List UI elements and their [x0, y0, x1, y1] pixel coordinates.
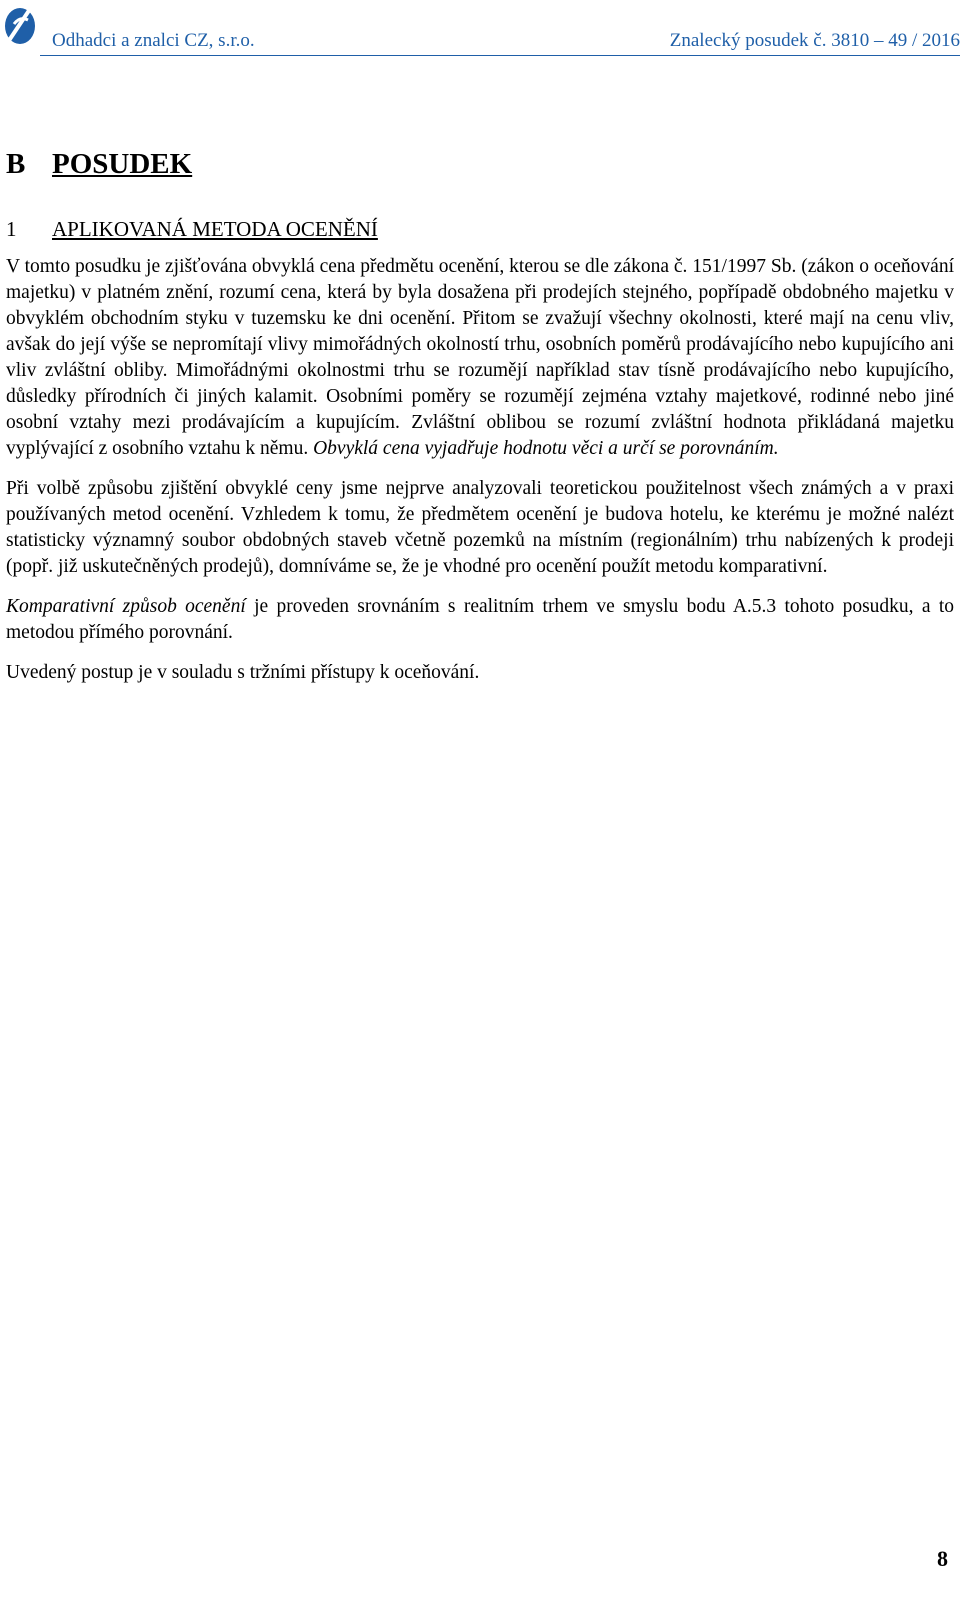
- section-letter: B: [6, 148, 26, 180]
- document-body: [6, 254, 954, 700]
- paragraph-definition: [6, 254, 954, 462]
- paragraph-method-choice: Při volbě způsobu zjištění obvyklé ceny jsme nejprve analyzovali teoretickou použitelnost všech známých a v praxi používaných metod ocenění. Vzhledem k tomu, že předmětem ocenění je budova hotelu, ke kterému je možné nalézt statisticky významný soubor obdobných staveb včetně pozemků na místním (regionálním) trhu nabízených k prodeji (popř. již uskutečněných prodejů), domníváme se, že je vhodné pro ocenění použít metodu komparativní.: [6, 478, 954, 577]
- page-number: 8: [937, 1546, 948, 1571]
- company-logo-icon: [2, 2, 38, 48]
- paragraph-conclusion: Uvedený postup je v souladu s tržními přístupy k oceňování.: [6, 662, 480, 683]
- subsection-title: APLIKOVANÁ METODA OCENĚNÍ: [52, 217, 378, 241]
- page-header: [0, 0, 960, 56]
- company-name: Odhadci a znalci CZ, s.r.o.: [52, 30, 255, 51]
- paragraph-text: je proveden srovnáním s realitním trhem ve smyslu bodu A.5.3 tohoto posudku, a to metodou přímého porovnání.: [6, 596, 954, 643]
- header-divider: [40, 55, 960, 56]
- paragraph-emphasis: Obvyklá cena vyjadřuje hodnotu věci a určí se porovnáním.: [313, 438, 779, 459]
- report-number: Znalecký posudek č. 3810 – 49 / 2016: [669, 30, 960, 51]
- paragraph-comparative: [6, 594, 954, 646]
- paragraph-text: V tomto posudku je zjišťována obvyklá cena předmětu ocenění, kterou se dle zákona č. 151/1997 Sb. (zákon o oceňování majetku) v platném znění, rozumí cena, která by byla dosažena při prodejích stejného, popřípadě obdobného majetku v obvyklém obchodním styku v tuzemsku ke dni ocenění. Přitom se zvažují všechny okolnosti, které mají na cenu vliv, avšak do její výše se nepromítají vlivy mimořádných okolností trhu, osobních poměrů prodávajícího nebo kupujícího ani vliv zvláštní obliby. Mimořádnými okolnostmi trhu se rozumějí například stav tísně prodávajícího nebo kupujícího, důsledky přírodních či jiných kalamit. Osobními poměry se rozumějí zejména vztahy majetkové, rodinné nebo jiné osobní vztahy mezi prodávajícím a kupujícím. Zvláštní oblibou se rozumí zvláštní hodnota přikládaná majetku vyplývající z osobního vztahu k němu.: [6, 256, 954, 459]
- section-heading: [6, 148, 192, 181]
- section-title: POSUDEK: [52, 148, 193, 180]
- subsection-number: 1: [6, 217, 17, 241]
- subsection-heading: [6, 217, 378, 242]
- paragraph-emphasis: Komparativní způsob ocenění: [6, 596, 246, 617]
